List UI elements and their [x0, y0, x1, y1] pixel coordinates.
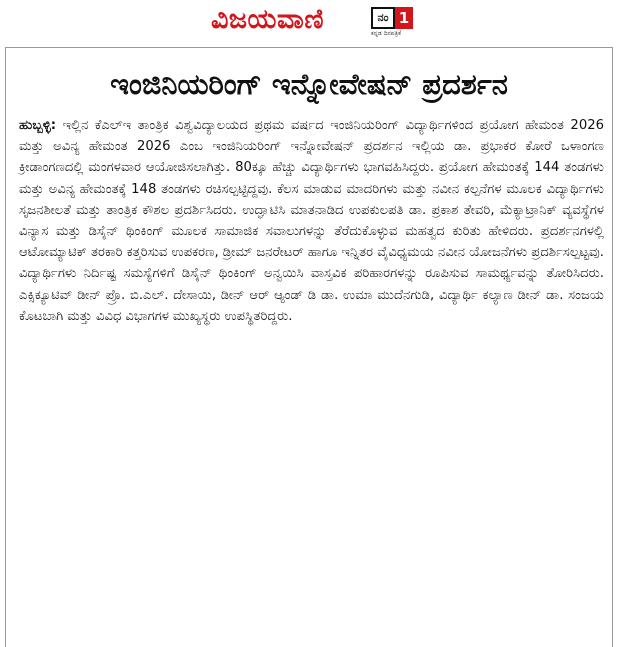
number-one-badge: [371, 7, 413, 29]
news-clipping: [5, 47, 613, 647]
article-body: ಇಲ್ಲಿನ ಕೆಎಲ್‌ಇ ತಾಂತ್ರಿಕ ವಿಶ್ವವಿದ್ಯಾಲಯದ ಪ್ರಥಮ ವರ್ಷದ ಇಂಜಿನಿಯರಿಂಗ್ ವಿದ್ಯಾರ್ಥಿಗಳಿಂದ ಪ್ರಯೋಗ ಹೇಮಂತ 2026 ಮತ್ತು ಅವಿನ್ಯ ಹೇಮಂತ 2026 ಎಂಬ ಇಂಜಿನಿಯರಿಂಗ್ ಇನ್ನೋವೇಷನ್ ಪ್ರದರ್ಶನ ಇಲ್ಲಿಯ ಡಾ. ಪ್ರಭಾಕರ ಕೋರೆ ಒಳಾಂಗಣ ಕ್ರೀಡಾಂಗಣದಲ್ಲಿ ಮಂಗಳವಾರ ಆಯೋಜಿಸಲಾಗಿತ್ತು. 80ಕ್ಕೂ ಹೆಚ್ಚು ವಿದ್ಯಾರ್ಥಿಗಳು ಭಾಗವಹಿಸಿದ್ದರು. ಪ್ರಯೋಗ ಹೇಮಂತಕ್ಕೆ 144 ತಂಡಗಳು ಮತ್ತು ಅವಿನ್ಯ ಹೇಮಂತಕ್ಕೆ 148 ತಂಡಗಳು ರಚಿಸಲ್ಪಟ್ಟಿದ್ದವು. ಕೆಲಸ ಮಾಡುವ ಮಾದರಿಗಳು ಮತ್ತು ನವೀನ ಕಲ್ಪನೆಗಳ ಮೂಲಕ ವಿದ್ಯಾರ್ಥಿಗಳು ಸೃಜನಶೀಲತೆ ಮತ್ತು ತಾಂತ್ರಿಕ ಕೌಶಲ ಪ್ರದರ್ಶಿಸಿದರು. ಉದ್ಘಾಟಿಸಿ ಮಾತನಾಡಿದ ಉಪಕುಲಪತಿ ಡಾ. ಪ್ರಕಾಶ ತೇವರಿ, ಮೆಕ್ಯಾಟ್ರಾನಿಕ್ ವ್ಯವಸ್ಥೆಗಳ ವಿನ್ಯಾಸ ಮತ್ತು ಡಿಸೈನ್ ಥಿಂಕಿಂಗ್ ಮೂಲಕ ಸಾಮಾಜಿಕ ಸವಾಲುಗಳನ್ನು ತೆರೆದುಕೊಳ್ಳುವ ಮಹತ್ವದ ಕುರಿತು ಹೇಳಿದರು. ಪ್ರದರ್ಶನಗಳಲ್ಲಿ ಆಟೋಮ್ಯಾಟಿಕ್ ತರಕಾರಿ ಕತ್ತರಿಸುವ ಉಪಕರಣ, ಡ್ರೀಮ್ ಜನರೇಟರ್ ಹಾಗೂ ಇನ್ನಿತರ ವೈವಿಧ್ಯಮಯ ನವೀನ ಯೋಜನೆಗಳು ಪ್ರದರ್ಶಿಸಲ್ಪಟ್ಟವು. ವಿದ್ಯಾರ್ಥಿಗಳು ನಿರ್ದಿಷ್ಟ ಸಮಸ್ಯೆಗಳಿಗೆ ಡಿಸೈನ್ ಥಿಂಕಿಂಗ್ ಅನ್ವಯಿಸಿ ವಾಸ್ತವಿಕ ಪರಿಹಾರಗಳನ್ನು ರೂಪಿಸುವ ಸಾಮರ್ಥ್ಯವನ್ನು ತೋರಿಸಿದರು. ಎಕ್ಸಿಕ್ಯೂಟಿವ್ ಡೀನ್ ಪ್ರೊ. ಬಿ.ಎಲ್. ದೇಸಾಯಿ, ಡೀನ್ ಆರ್ ಆ್ಯಂಡ್ ಡಿ ಡಾ. ಉಮಾ ಮುದೆನಗುಡಿ, ವಿದ್ಯಾರ್ಥಿ ಕಲ್ಯಾಣ ಡೀನ್ ಡಾ. ಸಂಜಯ ಕೊಟಬಾಗಿ ಮತ್ತು ವಿವಿಧ ವಿಭಾಗಗಳ ಮುಖ್ಯಸ್ಥರು ಉಪಸ್ಥಿತರಿದ್ದರು.: [19, 118, 604, 324]
masthead: [0, 0, 625, 48]
badge-right-number: 1: [395, 7, 413, 29]
newspaper-logo: ವಿಜಯವಾಣಿ: [211, 4, 324, 35]
article-dateline: ಹುಬ್ಬಳ್ಳಿ:: [19, 118, 57, 133]
article-headline: ಇಂಜಿನಿಯರಿಂಗ್ ಇನ್ನೋವೇಷನ್ ಪ್ರದರ್ಶನ: [110, 67, 508, 101]
badge-tagline: ಕನ್ನಡ ದಿನಪತ್ರಿಕೆ: [371, 30, 402, 37]
badge-left-label: ನಂ: [371, 7, 395, 29]
article-body-paragraph: [19, 115, 604, 327]
